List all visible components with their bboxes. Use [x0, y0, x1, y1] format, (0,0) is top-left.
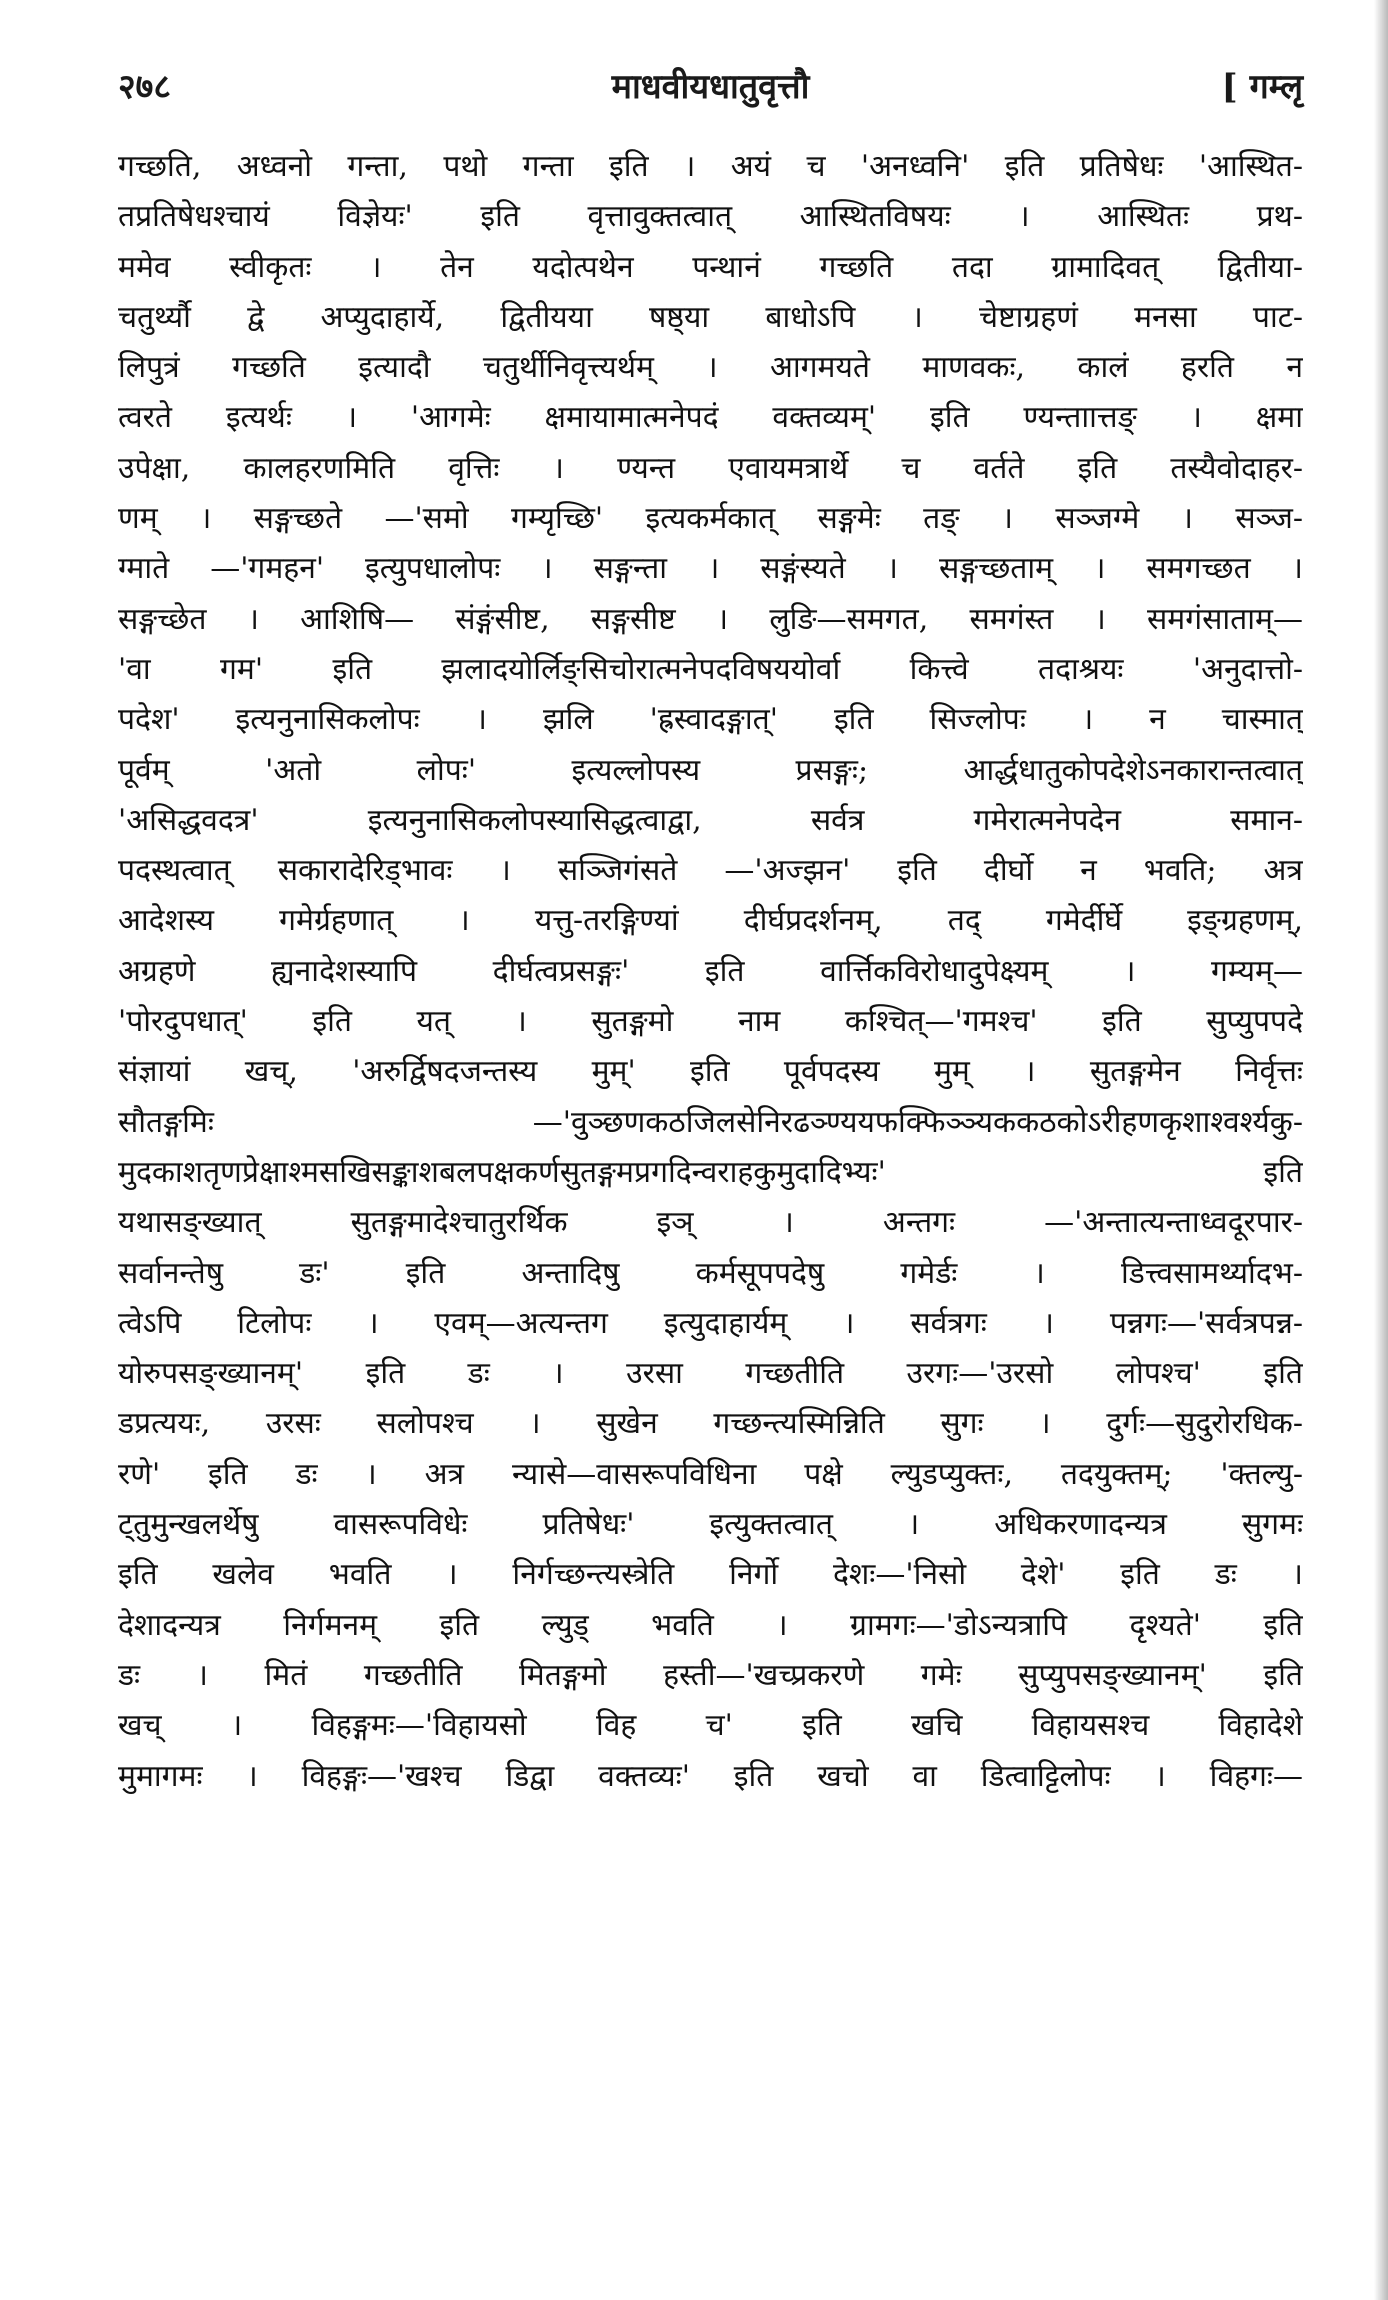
text-line: गच्छति, अध्वनो गन्ता, पथो गन्ता इति । अयं च 'अनध्वनि' इति प्रतिषेधः 'आस्थित- — [118, 149, 1303, 184]
section-mark: [ गम्लृ — [1221, 67, 1303, 107]
page-number: २७८ — [118, 67, 172, 107]
text-line: सङ्गच्छेत । आशिषि— संङ्गंसीष्ट, सङ्गसीष्ट । लुङि—समगत, समगंस्त । समगंसाताम्— — [118, 601, 1303, 637]
body-text — [118, 142, 1303, 1802]
text-line: मुमागमः । विहङ्गः—'खश्च डिद्वा वक्तव्यः' इति खचो वा डित्वाट्टिलोपः । विहगः— — [118, 1758, 1303, 1794]
text-line: पूर्वम् 'अतो लोपः' इत्यल्लोपस्य प्रसङ्गः; आर्द्धधातुकोपदेशेऽनकारान्तत्वात् — [118, 752, 1303, 788]
text-line: त्वरते इत्यर्थः । 'आगमेः क्षमायामात्मनेपदं वक्तव्यम्' इति ण्यन्ताात्तङ् । क्षमा — [118, 400, 1303, 436]
text-line: ट्तुमुन्खलर्थेषु वासरूपविधेः प्रतिषेधः' इत्युक्तत्वात् । अधिकरणादन्यत्र सुगमः — [118, 1507, 1303, 1543]
text-line: पदस्थत्वात् सकारादेरिड्भावः । सञ्जिगंसते —'अज्झन' इति दीर्घो न भवति; अत्र — [118, 853, 1303, 889]
text-line: मुदकाशतृणप्रेक्षाश्मसखिसङ्काशबलपक्षकर्णसुतङ्गमप्रगदिन्वराहकुमुदादिभ्यः' इति — [118, 1154, 1303, 1190]
text-line: 'वा गम' इति झलादयोर्लिङ्सिचोरात्मनेपदविषययोर्वा कित्त्वे तदाश्रयः 'अनुदात्तो- — [118, 651, 1303, 687]
text-line: देशादन्यत्र निर्गमनम् इति ल्युड् भवति । ग्रामगः—'डोऽन्यत्रापि दृश्यते' इति — [118, 1607, 1303, 1643]
text-line: सौतङ्गमिः —'वुञ्छणकठजिलसेनिरढञ्ण्ययफक्फिञ्ञ्यककठकोऽरीहणकृशाश्वर्श्यकु- — [118, 1104, 1303, 1140]
running-title: माधवीयधातुवृत्तौ — [611, 67, 810, 107]
text-line: रणे' इति डः । अत्र न्यासे—वासरूपविधिना पक्षे ल्युडप्युक्तः, तदयुक्तम्; 'क्तल्यु- — [118, 1456, 1303, 1492]
text-line: इति खलेव भवति । निर्गच्छन्त्यस्त्रेति निर्गो देशः—'निसो देशे' इति डः । — [118, 1557, 1303, 1593]
text-line: चतुर्थ्यौ द्वे अप्युदाहार्ये, द्वितीयया षष्ठ्या बाधोऽपि । चेष्टाग्रहणं मनसा पाट- — [118, 299, 1303, 335]
text-line: योरुपसङ्ख्यानम्' इति डः । उरसा गच्छतीति उरगः—'उरसो लोपश्च' इति — [118, 1356, 1303, 1392]
text-line: त्वेऽपि टिलोपः । एवम्—अत्यन्तग इत्युदाहार्यम् । सर्वत्रगः । पन्नगः—'सर्वत्रपन्न- — [118, 1305, 1303, 1341]
text-line: तप्रतिषेधश्चायं विज्ञेयः' इति वृत्तावुक्तत्वात् आस्थितविषयः । आस्थितः प्रथ- — [118, 199, 1303, 235]
text-line: पदेश' इत्यनुनासिकलोपः । झलि 'ह्रस्वादङ्गात्' इति सिज्लोपः । न चास्मात् — [118, 702, 1303, 738]
text-line: डप्रत्ययः, उरसः सलोपश्च । सुखेन गच्छन्त्यस्मिन्निति सुगः । दुर्गः—सुदुरोरधिक- — [118, 1406, 1303, 1442]
text-line: यथासङ्ख्यात् सुतङ्गमादेश्चातुरर्थिक इञ् । अन्तगः —'अन्तात्यन्ताध्वदूरपार- — [118, 1205, 1303, 1241]
text-line: आदेशस्य गमेर्ग्रहणात् । यत्तु-तरङ्गिण्यां दीर्घप्रदर्शनम्, तद् गमेर्दीर्घे इङ्ग्रहणम्, — [118, 903, 1303, 939]
text-line: खच् । विहङ्गमः—'विहायसो विह च' इति खचि विहायसश्च विहादेशे — [118, 1708, 1303, 1744]
text-line: 'असिद्धवदत्र' इत्यनुनासिकलोपस्यासिद्धत्वाद्वा, सर्वत्र गमेरात्मनेपदेन समान- — [118, 802, 1303, 838]
text-line: 'पोरदुपधात्' इति यत् । सुतङ्गमो नाम कश्चित्—'गमश्च' इति सुप्युपपदे — [118, 1004, 1303, 1040]
page-header — [118, 62, 1303, 122]
text-line: लिपुत्रं गच्छति इत्यादौ चतुर्थीनिवृत्त्यर्थम् । आगमयते माणवकः, कालं हरति न — [118, 350, 1303, 386]
text-line: ग्माते —'गमहन' इत्युपधालोपः । सङ्गन्ता । सङ्गंस्यते । सङ्गच्छताम् । समगच्छत । — [118, 551, 1303, 587]
text-line: अग्रहणे ह्यनादेशस्यापि दीर्घत्वप्रसङ्गः' इति वार्त्तिकविरोधादुपेक्ष्यम् । गम्यम्— — [118, 953, 1303, 989]
text-line: उपेक्षा, कालहरणमिति वृत्तिः । ण्यन्त एवायमत्रार्थे च वर्तते इति तस्यैवोदाहर- — [118, 450, 1303, 486]
text-line: डः । मितं गच्छतीति मितङ्गमो हस्ती—'खच्प्रकरणे गमेः सुप्युपसङ्ख्यानम्' इति — [118, 1657, 1303, 1693]
text-line: संज्ञायां खच्, 'अरुर्द्विषदजन्तस्य मुम्' इति पूर्वपदस्य मुम् । सुतङ्गमेन निर्वृत्तः — [118, 1054, 1303, 1090]
text-line: णम् । सङ्गच्छते —'समो गम्यृच्छि' इत्यकर्मकात् सङ्गमेः तङ् । सञ्जग्मे । सञ्ज- — [118, 501, 1303, 537]
text-line: ममेव स्वीकृतः । तेन यदोत्पथेन पन्थानं गच्छति तदा ग्रामादिवत् द्वितीया- — [118, 249, 1303, 285]
text-line: सर्वानन्तेषु डः' इति अन्तादिषु कर्मसूपपदेषु गमेर्डः । डित्त्वसामर्थ्यादभ- — [118, 1255, 1303, 1291]
page-edge-shadow — [1374, 0, 1388, 2300]
